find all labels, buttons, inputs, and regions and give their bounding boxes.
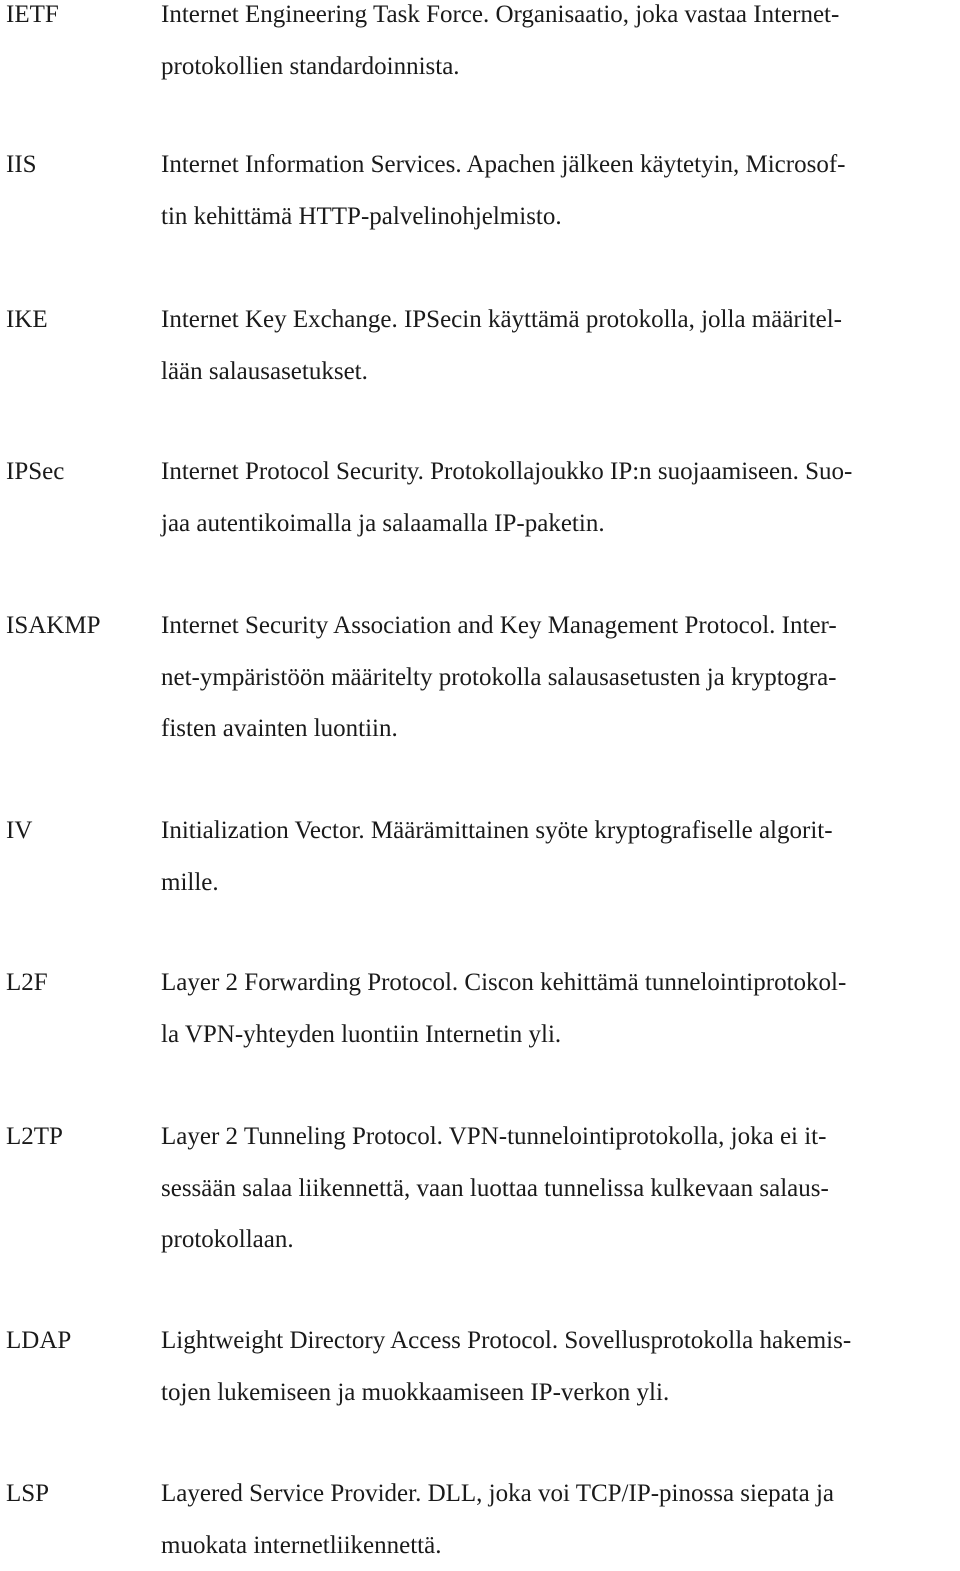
term-label: IETF [6, 0, 59, 41]
term-label: IPSec [6, 446, 64, 498]
definition-line: net-ympäristöön määritelty protokolla salausasetusten ja kryptogra- [161, 652, 837, 704]
term-label: L2F [6, 957, 48, 1009]
definition-text [161, 600, 837, 755]
definition-line: fisten avainten luontiin. [161, 703, 837, 755]
definition-line: Internet Key Exchange. IPSecin käyttämä protokolla, jolla määritel- [161, 294, 842, 346]
definition-text [161, 139, 846, 242]
definition-line: Layer 2 Forwarding Protocol. Ciscon kehittämä tunnelointiprotokol- [161, 957, 846, 1009]
term-label: LSP [6, 1468, 49, 1520]
definition-line: tojen lukemiseen ja muokkaamiseen IP-verkon yli. [161, 1367, 851, 1419]
term-label: L2TP [6, 1111, 63, 1163]
definition-line: tin kehittämä HTTP-palvelinohjelmisto. [161, 191, 846, 243]
definition-line: protokollien standardoinnista. [161, 41, 839, 93]
definition-line: protokollaan. [161, 1214, 829, 1266]
definition-text [161, 805, 833, 908]
definition-line: la VPN-yhteyden luontiin Internetin yli. [161, 1009, 846, 1061]
definition-text [161, 446, 852, 549]
definition-line: Internet Information Services. Apachen jälkeen käytetyin, Microsof- [161, 139, 846, 191]
definition-text [161, 957, 846, 1060]
definition-text [161, 1111, 829, 1266]
definition-line: muokata internetliikennettä. [161, 1520, 834, 1571]
term-label: IKE [6, 294, 48, 346]
definition-text [161, 1468, 834, 1571]
definition-line: Layered Service Provider. DLL, joka voi TCP/IP-pinossa siepata ja [161, 1468, 834, 1520]
term-label: LDAP [6, 1315, 71, 1367]
definition-line: Initialization Vector. Määrämittainen syöte kryptografiselle algorit- [161, 805, 833, 857]
term-label: IIS [6, 139, 37, 191]
definition-line: jaa autentikoimalla ja salaamalla IP-paketin. [161, 498, 852, 550]
definition-text [161, 0, 839, 92]
term-label: ISAKMP [6, 600, 100, 652]
definition-line: Lightweight Directory Access Protocol. Sovellusprotokolla hakemis- [161, 1315, 851, 1367]
definition-line: Internet Security Association and Key Management Protocol. Inter- [161, 600, 837, 652]
definition-text [161, 1315, 851, 1418]
term-label: IV [6, 805, 32, 857]
definition-line: Internet Protocol Security. Protokollajoukko IP:n suojaamiseen. Suo- [161, 446, 852, 498]
definition-line: Layer 2 Tunneling Protocol. VPN-tunnelointiprotokolla, joka ei it- [161, 1111, 829, 1163]
definition-line: sessään salaa liikennettä, vaan luottaa tunnelissa kulkevaan salaus- [161, 1163, 829, 1215]
definition-text [161, 294, 842, 397]
definition-line: lään salausasetukset. [161, 346, 842, 398]
definition-line: Internet Engineering Task Force. Organisaatio, joka vastaa Internet- [161, 0, 839, 41]
definition-line: mille. [161, 857, 833, 909]
